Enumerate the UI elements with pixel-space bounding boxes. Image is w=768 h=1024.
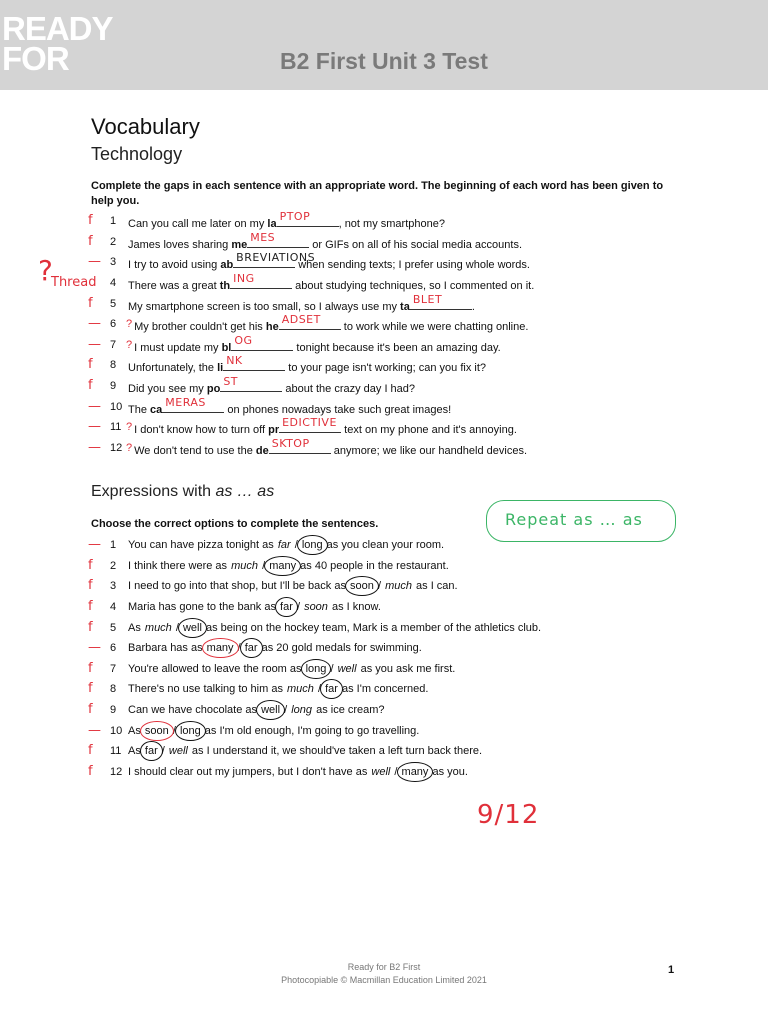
answer-gap <box>233 251 316 268</box>
option-separator: / <box>391 766 401 778</box>
sentence-start: James loves sharing <box>128 239 232 251</box>
option-b: far <box>244 642 258 654</box>
item-text <box>128 396 452 416</box>
item-text <box>128 601 381 613</box>
ready-for-logo: READY FOR <box>2 10 113 77</box>
option-separator: / <box>327 663 337 675</box>
vocab-item <box>0 313 768 336</box>
grade-mark: f <box>88 599 93 614</box>
word-prefix: la <box>267 218 277 230</box>
option-a: well <box>261 704 281 716</box>
option-separator: / <box>314 683 325 695</box>
answer-gap <box>269 437 331 454</box>
answer-gap <box>410 293 472 310</box>
word-prefix: bl <box>221 342 232 354</box>
expression-item <box>0 702 768 722</box>
item-text <box>128 210 445 230</box>
grade-mark: f <box>88 764 93 779</box>
option-a: far <box>280 601 293 613</box>
sentence-end: as I'm old enough, I'm going to go travelling. <box>201 725 420 737</box>
vocab-item <box>0 334 768 357</box>
answer-gap <box>231 334 293 351</box>
sentence-end: to your page isn't working; can you fix it? <box>285 362 487 374</box>
grade-mark: — <box>88 723 101 738</box>
option-b: soon <box>304 601 328 613</box>
sentence-start: As <box>128 622 144 634</box>
handwritten-answer: MES <box>250 231 276 244</box>
grade-mark: f <box>88 620 93 635</box>
grade-mark: f <box>88 661 93 676</box>
item-text <box>126 334 501 354</box>
item-number: 3 <box>110 580 117 592</box>
expression-item <box>0 661 768 681</box>
sentence-end: tonight because it's been an amazing day. <box>293 342 501 354</box>
option-b: well <box>168 745 188 757</box>
vocab-item <box>0 293 768 316</box>
option-b: far <box>325 683 338 695</box>
sentence-end: to work while we were chatting online. <box>340 321 529 333</box>
word-prefix: ta <box>400 301 410 313</box>
item-number: 5 <box>110 622 117 634</box>
item-number: 9 <box>110 380 117 392</box>
vocab-item <box>0 251 768 274</box>
expression-item <box>0 578 768 598</box>
vocab-item <box>0 437 768 460</box>
grade-mark: f <box>88 578 93 593</box>
sentence-start: The <box>128 404 151 416</box>
item-text <box>126 437 528 457</box>
sentence-end: as I'm concerned. <box>338 683 429 695</box>
sentence-end: as I know. <box>328 601 381 613</box>
grade-mark: — <box>88 399 101 414</box>
sentence-start: There was a great <box>128 280 220 292</box>
handwritten-repeat-note: Repeat as … as <box>505 510 643 529</box>
vocab-item <box>0 396 768 419</box>
expression-item <box>0 640 768 660</box>
header-band <box>0 0 768 90</box>
option-a: soon <box>144 725 169 737</box>
handwritten-query: ? <box>126 442 133 454</box>
option-a: many <box>206 642 234 654</box>
handwritten-thread-note: Thread <box>51 275 97 290</box>
item-number: 10 <box>110 401 123 413</box>
page-title: B2 First Unit 3 Test <box>280 48 488 74</box>
answer-gap <box>162 396 224 413</box>
item-text <box>128 293 475 313</box>
item-number: 10 <box>110 725 123 737</box>
item-text <box>128 354 487 374</box>
subheading-technology: Technology <box>91 144 183 164</box>
option-separator: / <box>291 539 301 551</box>
sentence-start: I try to avoid using <box>128 259 221 271</box>
option-separator: / <box>234 642 244 654</box>
sentence-start: I need to go into that shop, but I'll be back as <box>128 580 350 592</box>
sentence-start: I think there were as <box>128 560 231 572</box>
handwritten-answer: OG <box>234 334 253 347</box>
expression-item <box>0 681 768 701</box>
word-prefix: pr <box>268 424 280 436</box>
sentence-end: or GIFs on all of his social media accounts. <box>309 239 522 251</box>
item-number: 5 <box>110 298 117 310</box>
handwritten-answer: ING <box>233 272 255 285</box>
item-text <box>128 745 482 757</box>
expressions-instruction: Choose the correct options to complete the sentences. <box>91 518 379 530</box>
item-text <box>128 375 416 395</box>
option-b: many <box>401 766 429 778</box>
sentence-end: text on my phone and it's annoying. <box>341 424 517 436</box>
option-a: long <box>305 663 327 675</box>
handwritten-query: ? <box>126 339 133 351</box>
sentence-start: Can you call me later on my <box>128 218 268 230</box>
grade-mark: f <box>88 213 93 228</box>
grade-mark: — <box>88 419 101 434</box>
sentence-end: on phones nowadays take such great images! <box>224 404 452 416</box>
option-b: many <box>269 560 297 572</box>
option-separator: / <box>293 601 304 613</box>
sentence-end: as ice cream? <box>313 704 385 716</box>
item-text <box>128 272 535 292</box>
sentence-end: as I understand it, we should've taken a left turn back there. <box>188 745 483 757</box>
item-text <box>126 416 517 436</box>
sentence-start: Barbara has as <box>128 642 206 654</box>
item-text <box>128 622 541 634</box>
vocab-item <box>0 354 768 377</box>
expression-item <box>0 599 768 619</box>
answer-gap <box>230 272 292 289</box>
vocab-item <box>0 210 768 233</box>
footer-line-2: Photocopiable © Macmillan Education Limited 2021 <box>281 975 487 985</box>
item-number: 8 <box>110 683 117 695</box>
sentence-end: as you ask me first. <box>357 663 456 675</box>
grade-mark: f <box>88 357 93 372</box>
answer-gap <box>247 231 309 248</box>
item-number: 6 <box>110 642 117 654</box>
answer-gap <box>279 416 341 433</box>
handwritten-answer: BLET <box>412 293 443 306</box>
item-number: 7 <box>110 339 117 351</box>
word-prefix: de <box>255 445 269 457</box>
vocab-instruction: Complete the gaps in each sentence with an appropriate word. The beginning of each word has been given to help you. <box>91 180 664 207</box>
option-b: long <box>179 725 201 737</box>
handwritten-answer: BREVIATIONS <box>236 251 316 264</box>
item-number: 4 <box>110 601 117 613</box>
vocab-item <box>0 375 768 398</box>
option-a: well <box>371 766 391 778</box>
answer-gap <box>220 375 282 392</box>
option-a: far <box>144 745 158 757</box>
grade-mark: — <box>88 337 101 352</box>
option-separator: / <box>158 745 168 757</box>
sentence-end: about studying techniques, so I commented on it. <box>292 280 535 292</box>
section-heading-vocabulary: Vocabulary <box>91 114 200 139</box>
vocab-item <box>0 231 768 254</box>
item-text <box>128 251 530 271</box>
sentence-start: As <box>128 745 144 757</box>
word-prefix: he <box>265 321 279 333</box>
grade-mark: f <box>88 234 93 249</box>
word-prefix: me <box>231 239 248 251</box>
sentence-end: as 20 gold medals for swimming. <box>258 642 422 654</box>
grade-mark: — <box>88 640 101 655</box>
sentence-start: We don't tend to use the <box>134 445 256 457</box>
grade-mark: f <box>88 558 93 573</box>
item-number: 6 <box>110 318 117 330</box>
item-number: 2 <box>110 560 117 572</box>
option-b: much <box>385 580 412 592</box>
sentence-start: Maria has gone to the bank as <box>128 601 280 613</box>
sentence-start: Did you see my <box>128 383 207 395</box>
grade-mark: f <box>88 296 93 311</box>
item-number: 2 <box>110 236 117 248</box>
handwritten-score: 9/12 <box>477 800 540 830</box>
page-number: 1 <box>668 964 675 976</box>
sentence-end: , not my smartphone? <box>338 218 445 230</box>
option-separator: / <box>172 622 182 634</box>
option-a: much <box>231 560 259 572</box>
answer-gap <box>277 210 339 227</box>
option-separator: / <box>281 704 291 716</box>
item-text <box>126 313 529 333</box>
item-text <box>128 231 522 251</box>
item-number: 8 <box>110 359 117 371</box>
sentence-start: My brother couldn't get his <box>134 321 266 333</box>
item-number: 12 <box>110 766 123 778</box>
sentence-start: You're allowed to leave the room as <box>128 663 305 675</box>
word-prefix: li <box>217 362 224 374</box>
item-number: 9 <box>110 704 117 716</box>
sentence-end: as you clean your room. <box>323 539 445 551</box>
item-number: 11 <box>110 421 122 433</box>
item-text <box>128 683 428 695</box>
option-separator: / <box>374 580 385 592</box>
item-number: 3 <box>110 256 117 268</box>
vocab-item <box>0 416 768 439</box>
option-b: well <box>182 622 202 634</box>
option-a: much <box>287 683 314 695</box>
sentence-start: I must update my <box>134 342 222 354</box>
answer-gap <box>223 354 285 371</box>
option-separator: / <box>259 560 269 572</box>
word-prefix: th <box>219 280 231 292</box>
word-prefix: ab <box>220 259 234 271</box>
item-number: 7 <box>110 663 117 675</box>
section-heading-expressions: Expressions with as … as <box>91 483 275 500</box>
handwritten-answer: SKTOP <box>271 437 310 450</box>
handwritten-answer: NK <box>226 354 243 367</box>
item-text <box>128 580 458 592</box>
grade-mark: — <box>88 440 101 455</box>
handwritten-answer: EDICTIVE <box>282 416 337 429</box>
expression-item <box>0 620 768 640</box>
option-separator: / <box>169 725 179 737</box>
sentence-start: Unfortunately, the <box>128 362 218 374</box>
grade-mark: f <box>88 378 93 393</box>
option-a: far <box>277 539 291 551</box>
handwritten-query: ? <box>126 318 133 330</box>
sentence-start: I don't know how to turn off <box>134 424 269 436</box>
sentence-start: You can have pizza tonight as <box>128 539 277 551</box>
footer-line-1: Ready for B2 First <box>347 962 421 972</box>
sentence-start: My smartphone screen is too small, so I always use my <box>128 301 401 313</box>
expression-item <box>0 558 768 578</box>
grade-mark: — <box>88 316 101 331</box>
expression-item <box>0 723 768 743</box>
grade-mark: f <box>88 743 93 758</box>
grade-mark: — <box>88 254 101 269</box>
item-number: 11 <box>110 745 122 757</box>
grade-mark: — <box>88 537 101 552</box>
grade-mark: f <box>88 681 93 696</box>
sentence-end: about the crazy day I had? <box>282 383 416 395</box>
sentence-end: as 40 people in the restaurant. <box>297 560 449 572</box>
sentence-end: . <box>471 301 475 313</box>
item-text <box>128 539 444 551</box>
sentence-end: as you. <box>429 766 468 778</box>
option-b: long <box>301 539 323 551</box>
item-text <box>128 663 455 675</box>
sentence-end: as I can. <box>412 580 458 592</box>
sentence-end: as being on the hockey team, Mark is a member of the athletics club. <box>202 622 542 634</box>
handwritten-answer: ST <box>223 375 239 388</box>
sentence-start: As <box>128 725 144 737</box>
item-number: 1 <box>110 215 117 227</box>
answer-gap <box>279 313 341 330</box>
sentence-start: Can we have chocolate as <box>128 704 261 716</box>
handwritten-question-mark: ? <box>38 254 53 287</box>
item-text <box>128 642 422 654</box>
sentence-end: when sending texts; I prefer using whole words. <box>295 259 530 271</box>
option-a: much <box>144 622 172 634</box>
handwritten-answer: MERAS <box>165 396 206 409</box>
vocab-item <box>0 272 768 295</box>
word-prefix: po <box>206 383 221 395</box>
expression-item <box>0 743 768 763</box>
handwritten-answer: PTOP <box>279 210 311 223</box>
sentence-start: There's no use talking to him as <box>128 683 287 695</box>
handwritten-query: ? <box>126 421 133 433</box>
option-a: soon <box>350 580 374 592</box>
item-number: 12 <box>110 442 123 454</box>
option-b: well <box>337 663 357 675</box>
item-text <box>128 560 449 572</box>
sentence-end: anymore; we like our handheld devices. <box>330 445 528 457</box>
sentence-start: I should clear out my jumpers, but I don't have as <box>128 766 371 778</box>
option-b: long <box>291 704 313 716</box>
item-number: 1 <box>110 539 117 551</box>
item-number: 4 <box>110 277 117 289</box>
item-text <box>128 725 419 737</box>
item-text <box>128 766 468 778</box>
expression-item <box>0 764 768 784</box>
grade-mark: f <box>88 702 93 717</box>
word-prefix: ca <box>150 404 163 416</box>
item-text <box>128 704 385 716</box>
handwritten-answer: ADSET <box>281 313 321 326</box>
